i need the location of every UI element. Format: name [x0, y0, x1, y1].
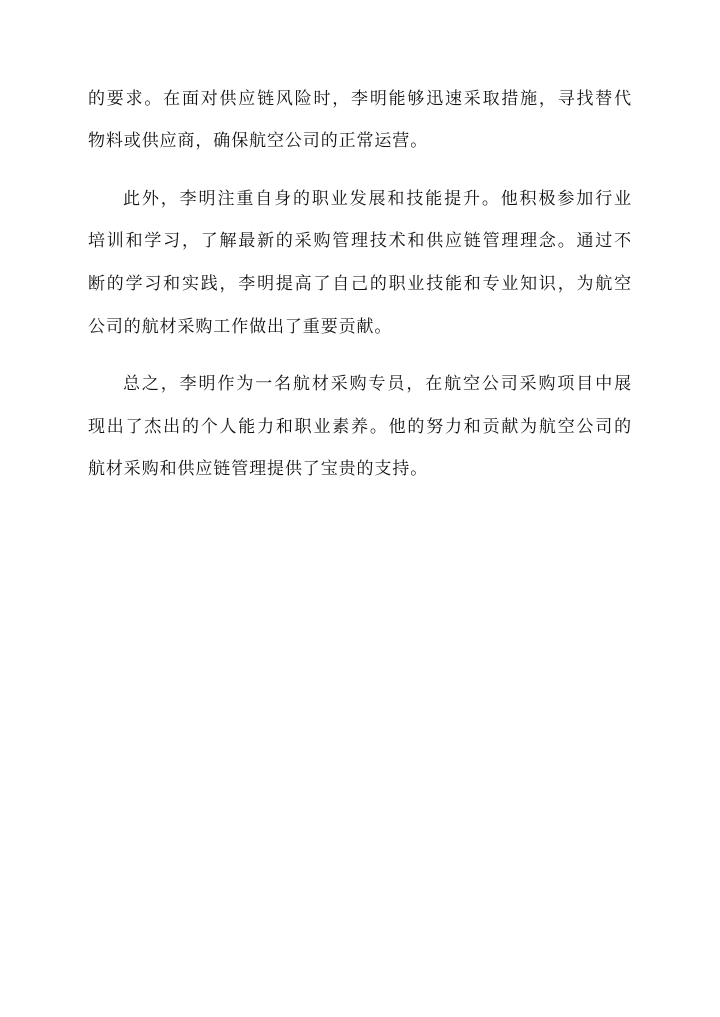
paragraph-line: 公司的航材采购工作做出了重要贡献。 [88, 317, 393, 337]
paragraph-line: 的要求。在面对供应链风险时，李明能够迅速采取措施，寻找替代 [88, 89, 632, 109]
paragraph-line: 断的学习和实践，李明提高了自己的职业技能和专业知识，为航空 [88, 274, 632, 294]
paragraph-line: 培训和学习，了解最新的采购管理技术和供应链管理理念。通过不 [88, 231, 632, 251]
paragraph-line: 总之，李明作为一名航材采购专员，在航空公司采购项目中展 [123, 374, 632, 394]
paragraph-line: 现出了杰出的个人能力和职业素养。他的努力和贡献为航空公司的 [88, 417, 632, 437]
paragraph-line: 此外，李明注重自身的职业发展和技能提升。他积极参加行业 [123, 189, 632, 209]
paragraph-line: 物料或供应商，确保航空公司的正常运营。 [88, 131, 429, 151]
paragraph-line: 航材采购和供应链管理提供了宝贵的支持。 [88, 459, 429, 479]
